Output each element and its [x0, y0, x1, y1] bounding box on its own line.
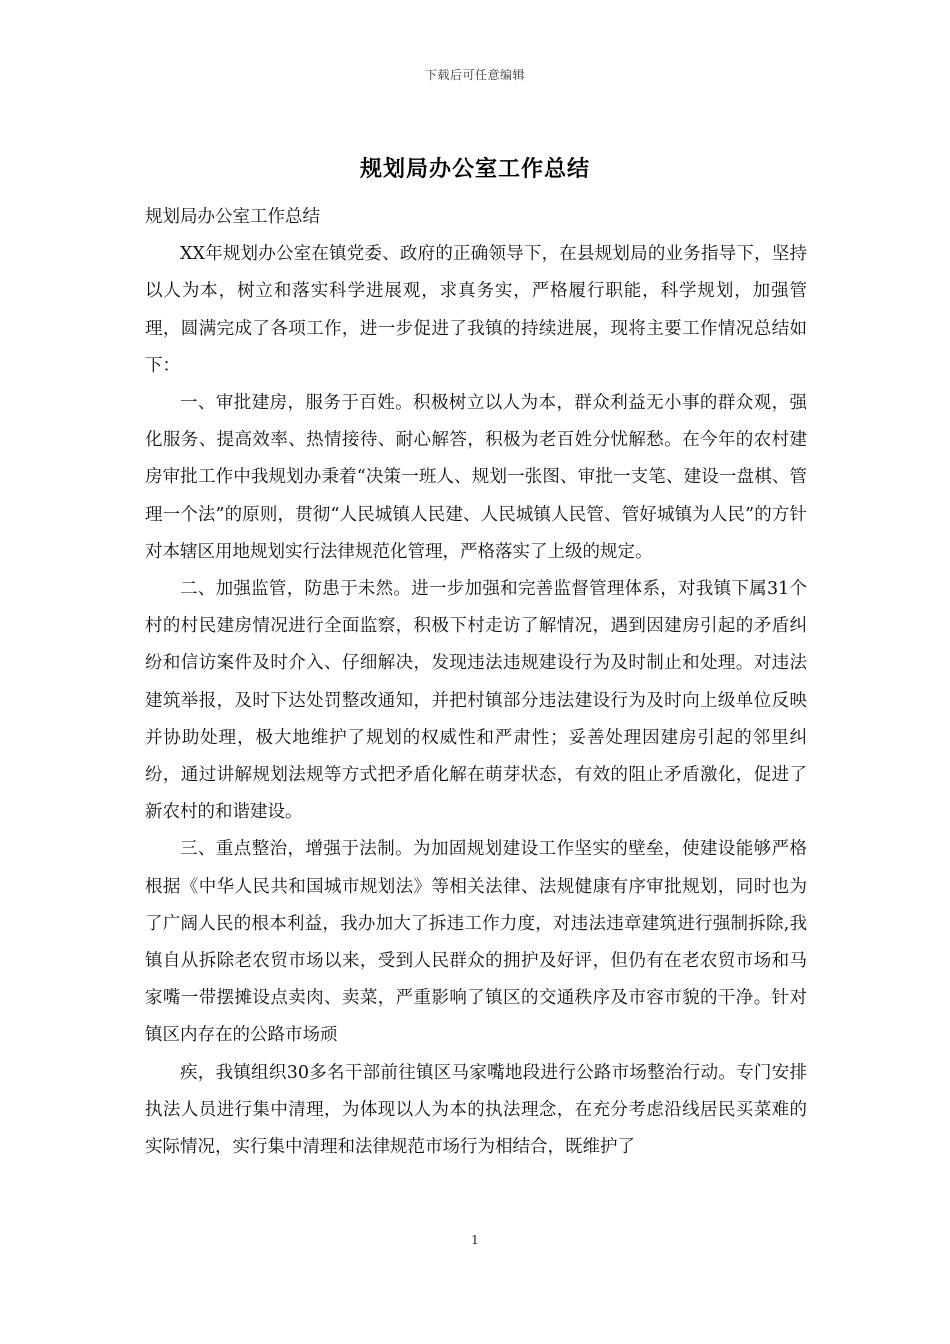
page-number: 1	[471, 1233, 479, 1247]
paragraph-intro: XX年规划办公室在镇党委、政府的正确领导下，在县规划局的业务指导下，坚持以人为本，树立和落实科学进展观，求真务实，严格履行职能，科学规划，加强管理，圆满完成了各项工作，进一步促进了我镇的持续进展，现将主要工作情况总结如下：	[145, 244, 807, 376]
header-note: 下载后可任意编辑	[424, 68, 525, 82]
paragraph-section-3-continued: 疾，我镇组织30多名干部前往镇区马家嘴地段进行公路市场整治行动。专门安排执法人员进行集中清理，为体现以人为本的执法理念，在充分考虑沿线居民买菜难的实际情况，实行集中清理和法律规范市场行为相结合，既维护了	[145, 1062, 807, 1158]
subtitle-line: 规划局办公室工作总结	[145, 207, 320, 227]
paragraph-section-2: 二、加强监管，防患于未然。进一步加强和完善监督管理体系，对我镇下属31个村的村民建房情况进行全面监察，积极下村走访了解情况，遇到因建房引起的矛盾纠纷和信访案件及时介入、仔细解决，发现违法违规建设行为及时制止和处理。对违法建筑举报，及时下达处罚整改通知，并把村镇部分违法建设行为及时向上级单位反映并协助处理，极大地维护了规划的权威性和严肃性；妥善处理因建房引起的邻里纠纷，通过讲解规划法规等方式把矛盾化解在萌芽状态，有效的阻止矛盾激化，促进了新农村的和谐建设。	[145, 579, 807, 823]
paragraph-section-3: 三、重点整治，增强于法制。为加固规划建设工作坚实的壁垒，使建设能够严格根据《中华人民共和国城市规划法》等相关法律、法规健康有序审批规划，同时也为了广阔人民的根本利益，我办加大了拆违工作力度，对违法违章建筑进行强制拆除,我镇自从拆除老农贸市场以来，受到人民群众的拥护及好评，但仍有在老农贸市场和马家嘴一带摆摊设点卖肉、卖菜，严重影响了镇区的交通秩序及市容市貌的干净。针对镇区内存在的公路市场顽	[145, 839, 807, 1046]
document-body	[145, 199, 807, 1166]
document-title: 规划局办公室工作总结	[359, 156, 590, 182]
paragraph-section-1: 一、审批建房，服务于百姓。积极树立以人为本，群众利益无小事的群众观，强化服务、提高效率、热情接待、耐心解答，积极为老百姓分忧解愁。在今年的农村建房审批工作中我规划办秉着“决策一班人、规划一张图、审批一支笔、建设一盘棋、管理一个法”的原则，贯彻“人民城镇人民建、人民城镇人民管、管好城镇为人民”的方针对本辖区用地规划实行法律规范化管理，严格落实了上级的规定。	[145, 393, 807, 562]
